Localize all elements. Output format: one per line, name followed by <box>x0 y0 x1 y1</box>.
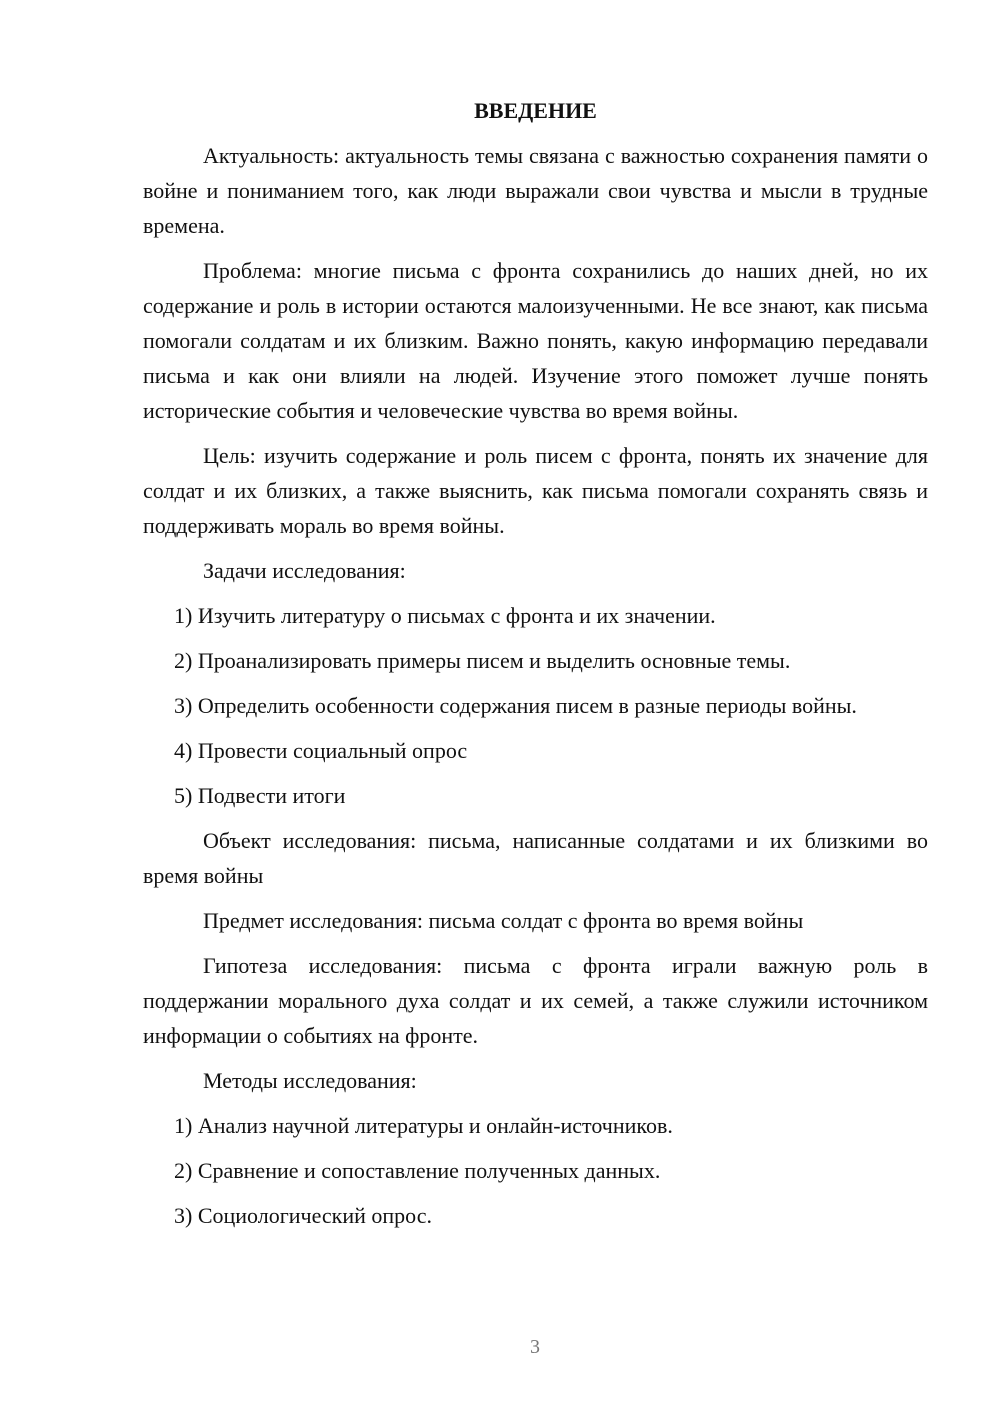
paragraph-object: Объект исследования: письма, написанные солдатами и их близкими во время войны <box>143 828 928 888</box>
task-item: 5) Подвести итоги <box>174 783 346 808</box>
paragraph-relevance: Актуальность: актуальность темы связана с важностью сохранения памяти о войне и пониманием того, как люди выражали свои чувства и мысли в трудные времена. <box>143 143 928 238</box>
method-item: 2) Сравнение и сопоставление полученных данных. <box>174 1158 661 1183</box>
paragraph-subject: Предмет исследования: письма солдат с фронта во время войны <box>203 908 804 933</box>
task-item: 1) Изучить литературу о письмах с фронта и их значении. <box>174 603 716 628</box>
page-number: 3 <box>530 1336 540 1358</box>
document-body <box>143 94 928 1233</box>
paragraph-hypothesis: Гипотеза исследования: письма с фронта играли важную роль в поддержании морального духа солдат и их семей, а также служили источником информации о событиях на фронте. <box>143 953 928 1048</box>
paragraph-methods-heading: Методы исследования: <box>203 1068 417 1093</box>
section-title: ВВЕДЕНИЕ <box>474 98 597 123</box>
paragraph-problem: Проблема: многие письма с фронта сохранились до наших дней, но их содержание и роль в истории остаются малоизученными. Не все знают, как письма помогали солдатам и их близким. Важно понять, какую информацию передавали письма и как они влияли на людей. Изучение этого поможет лучше понять исторические события и человеческие чувства во время войны. <box>143 258 928 423</box>
paragraph-tasks-heading: Задачи исследования: <box>203 558 406 583</box>
method-item: 1) Анализ научной литературы и онлайн-источников. <box>174 1113 673 1138</box>
task-item: 3) Определить особенности содержания писем в разные периоды войны. <box>174 693 857 718</box>
method-item: 3) Социологический опрос. <box>174 1203 432 1228</box>
task-item: 4) Провести социальный опрос <box>174 738 468 763</box>
task-item: 2) Проанализировать примеры писем и выделить основные темы. <box>174 648 791 673</box>
paragraph-goal: Цель: изучить содержание и роль писем с фронта, понять их значение для солдат и их близких, а также выяснить, как письма помогали сохранять связь и поддерживать мораль во время войны. <box>143 443 928 538</box>
